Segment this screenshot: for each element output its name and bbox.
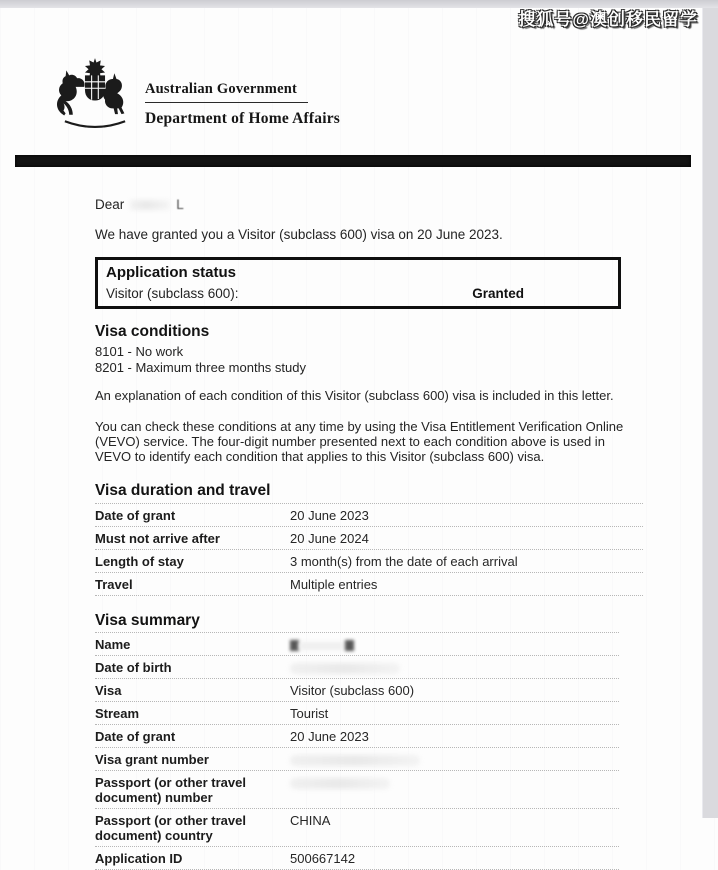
redaction-smudge [290, 640, 299, 651]
row-label: Name [95, 637, 131, 652]
conditions-explanation: An explanation of each condition of this Visitor (subclass 600) visa is included in this letter. [95, 388, 614, 403]
australian-coat-of-arms-icon [52, 57, 138, 131]
table-row [95, 725, 619, 748]
vevo-note: You can check these conditions at any time by using the Visa Entitlement Verification Online (VEVO) service. The four-digit number presented next to each condition above is used in VEVO to identify each condition that applies to this Visitor (subclass 600) visa. [95, 419, 624, 464]
letterhead [145, 81, 375, 128]
department-title: Department of Home Affairs [145, 110, 341, 127]
row-label: Passport (or other travel document) country [95, 813, 246, 843]
scroll-icon [65, 121, 125, 127]
condition-8101: 8101 - No work [95, 344, 184, 359]
status-granted-value: Granted [472, 286, 524, 301]
government-title: Australian Government [145, 81, 298, 97]
row-label: Travel [95, 577, 133, 592]
emu-icon [103, 73, 124, 114]
redaction-smudge [290, 778, 390, 789]
row-value: CHINA [290, 813, 331, 828]
salutation-prefix: Dear [95, 197, 125, 212]
row-label: Application ID [95, 851, 183, 866]
redacted-passport-number-value [290, 775, 619, 805]
visa-conditions-title: Visa conditions [95, 323, 210, 340]
table-row [95, 679, 619, 702]
visa-duration-title: Visa duration and travel [95, 482, 271, 499]
row-label: Visa [95, 683, 122, 698]
letterhead-divider [145, 102, 308, 103]
row-label: Stream [95, 706, 140, 721]
row-label: Length of stay [95, 554, 184, 569]
condition-8201: 8201 - Maximum three months study [95, 359, 306, 375]
redacted-name-value [290, 637, 619, 652]
table-row [95, 847, 619, 870]
row-label: Must not arrive after [95, 531, 220, 546]
table-row [95, 633, 619, 656]
row-label: Visa grant number [95, 752, 209, 767]
table-row [95, 504, 643, 527]
table-row [95, 573, 643, 596]
table-row [95, 656, 619, 679]
row-value: 500667142 [290, 851, 356, 866]
kangaroo-icon [57, 70, 85, 115]
application-status-row [106, 285, 610, 302]
salutation [95, 197, 643, 212]
row-value: Tourist [290, 706, 329, 721]
redaction-smudge [290, 755, 420, 766]
row-value: 20 June 2024 [290, 531, 369, 546]
salutation-visible-letter: L [176, 197, 184, 212]
letter-body [95, 197, 643, 870]
row-value: Multiple entries [290, 577, 378, 592]
redacted-name [130, 200, 170, 210]
redaction-smudge [345, 640, 354, 651]
grant-intro-sentence: We have granted you a Visitor (subclass 600) visa on 20 June 2023. [95, 227, 503, 242]
table-row [95, 771, 619, 809]
sohu-watermark: 搜狐号@澳创移民留学 [518, 10, 698, 29]
visa-summary-table [95, 632, 619, 870]
row-label: Date of birth [95, 660, 172, 675]
row-value: 20 June 2023 [290, 508, 369, 523]
table-row [95, 748, 619, 771]
redacted-dob-value [290, 660, 619, 675]
visa-duration-table [95, 503, 643, 596]
visa-type-label: Visitor (subclass 600): [106, 286, 239, 301]
table-row [95, 550, 643, 573]
table-row [95, 527, 643, 550]
row-label: Date of grant [95, 508, 176, 523]
row-value: Visitor (subclass 600) [290, 683, 415, 698]
redaction-smudge [299, 642, 345, 650]
visa-summary-title: Visa summary [95, 612, 200, 629]
scan-right-edge [702, 8, 718, 818]
row-value: 20 June 2023 [290, 729, 369, 744]
redaction-smudge [290, 663, 400, 674]
row-label: Date of grant [95, 729, 176, 744]
table-row [95, 809, 619, 847]
application-status-box [95, 257, 621, 309]
visa-conditions-list [95, 344, 643, 375]
row-value: 3 month(s) from the date of each arrival [290, 554, 518, 569]
row-label: Passport (or other travel document) number [95, 775, 246, 805]
header-separator-bar [15, 155, 691, 167]
application-status-title: Application status [106, 264, 237, 281]
redacted-grant-number-value [290, 752, 619, 767]
table-row [95, 702, 619, 725]
